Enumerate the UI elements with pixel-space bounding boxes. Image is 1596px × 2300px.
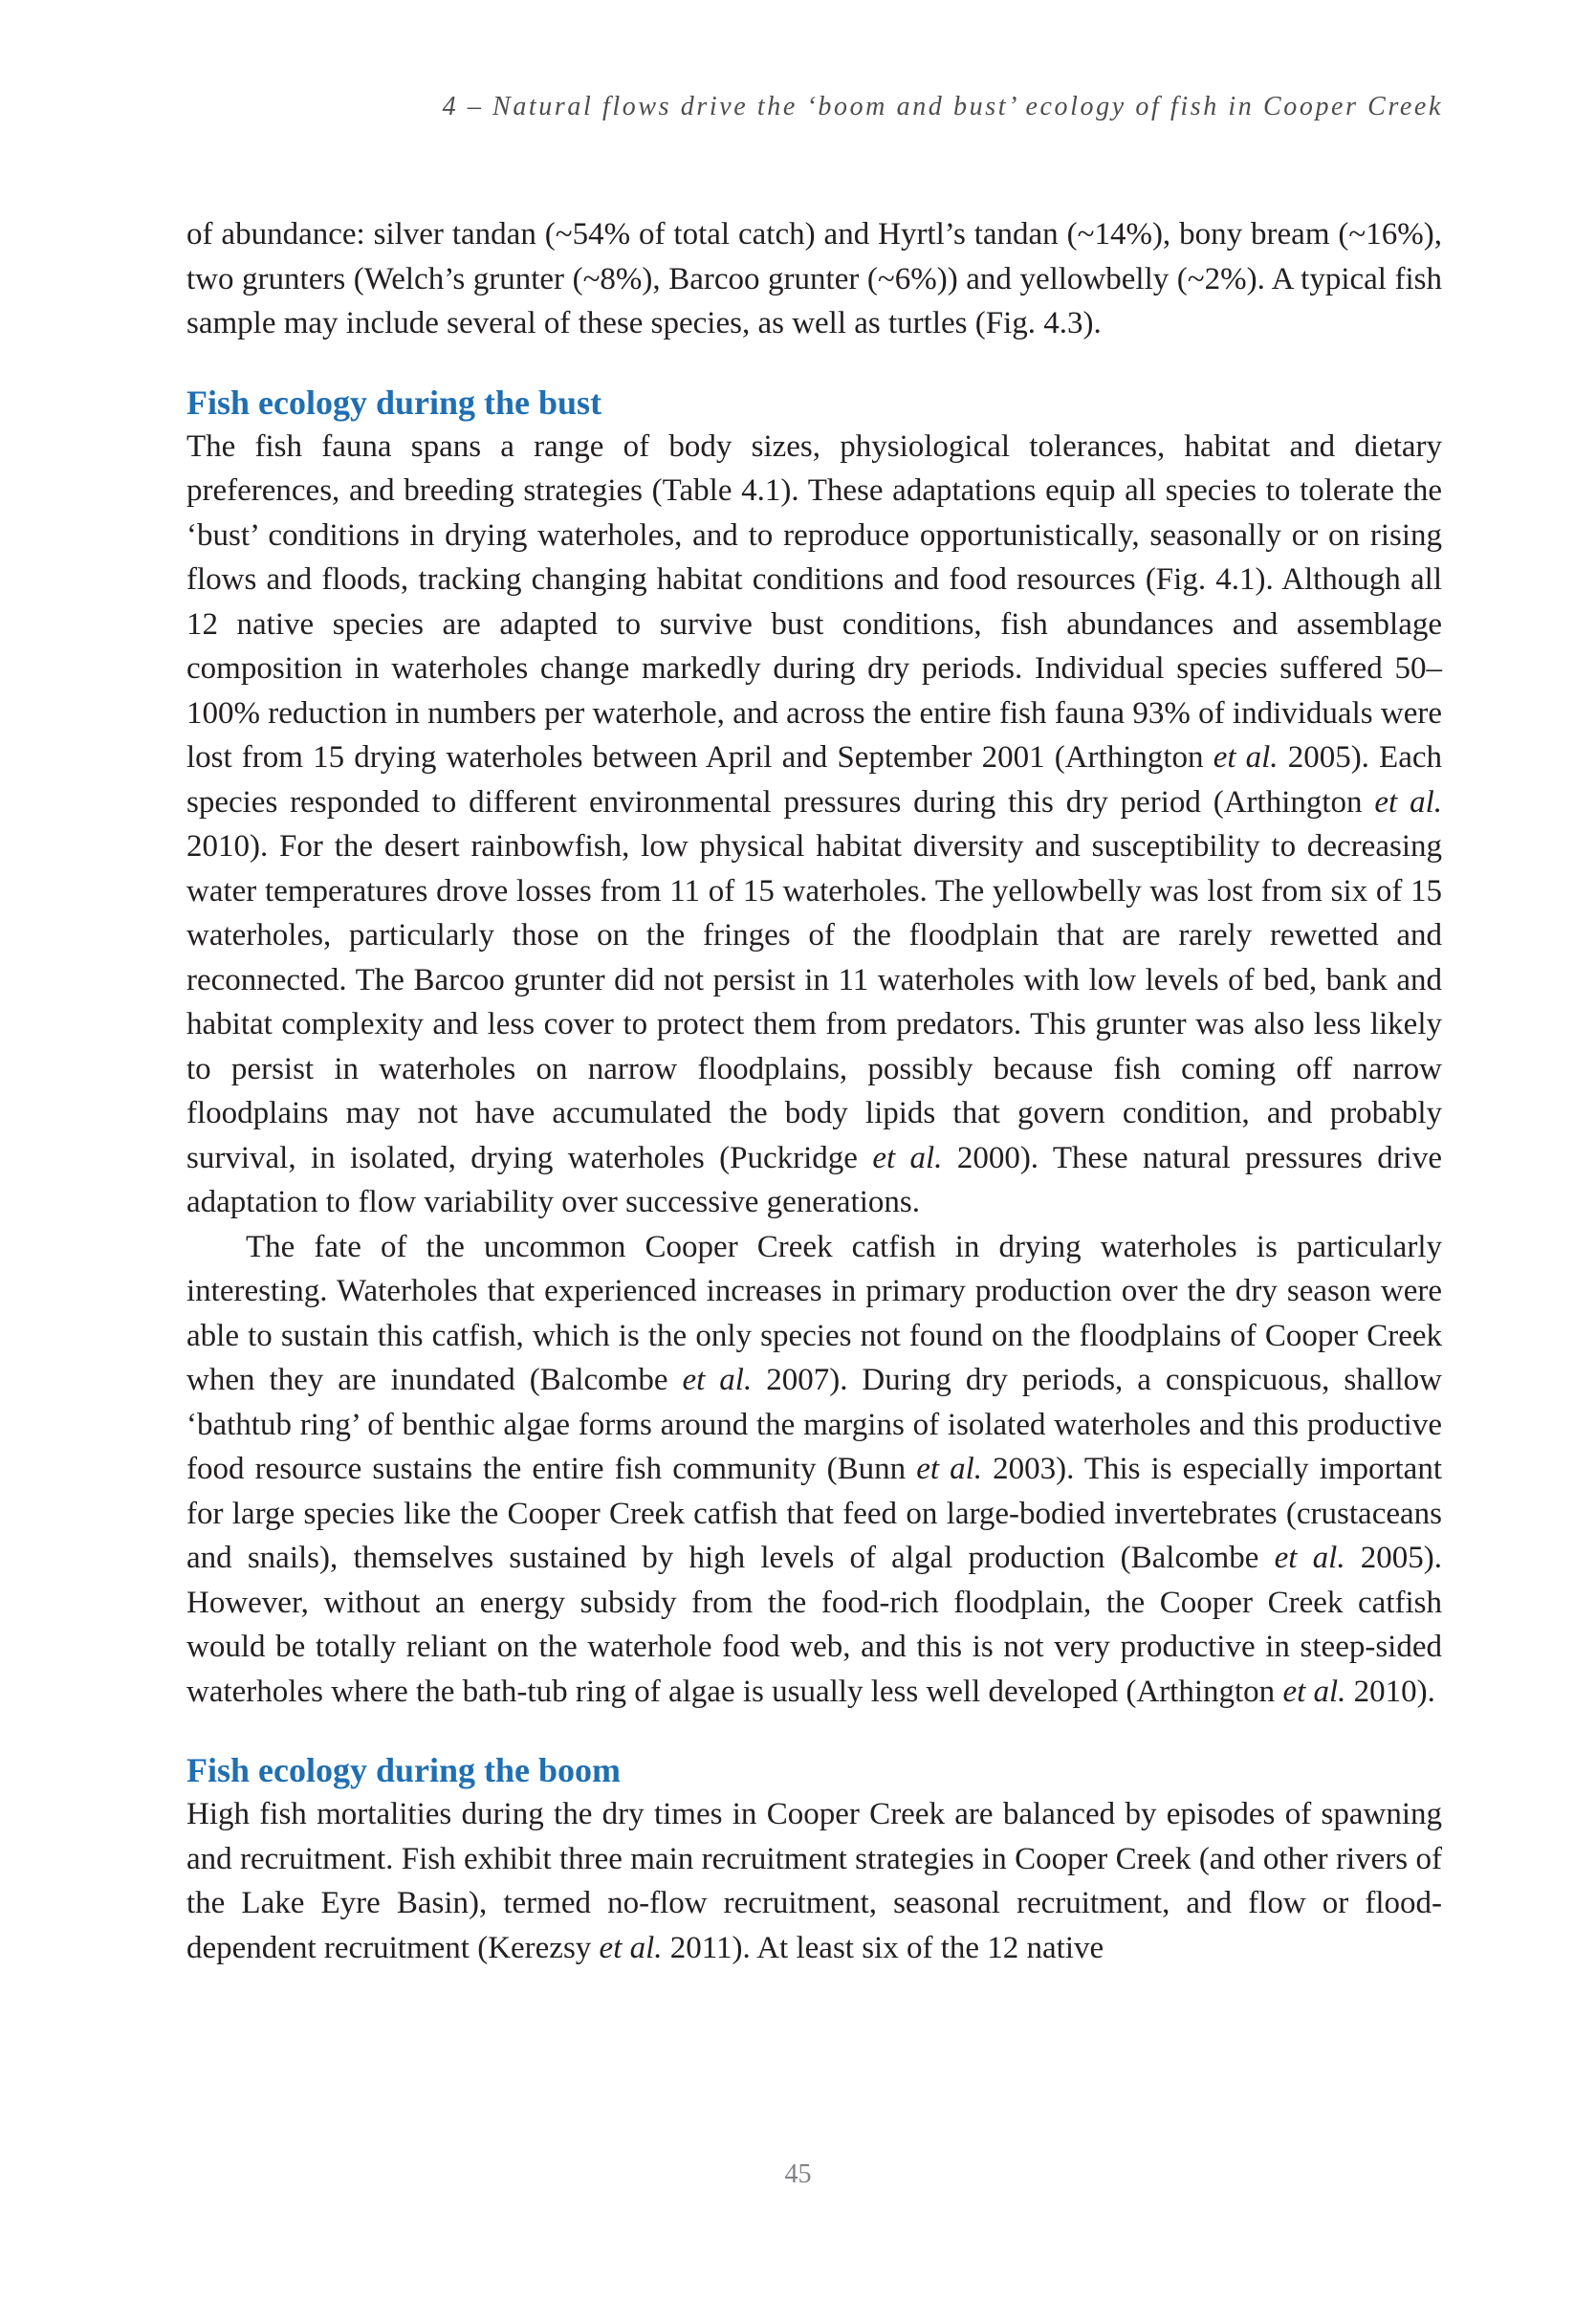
section-heading-boom: Fish ecology during the boom — [186, 1751, 622, 1789]
running-header: 4 – Natural flows drive the ‘boom and bust’ ecology of fish in Cooper Creek — [442, 92, 1443, 121]
bust-paragraph-2: The fate of the uncommon Cooper Creek catfish in drying waterholes is particularly interesting. Waterholes that experienced increases in primary production over the dry season were able to sustain this catfish, which is the only species not found on the floodplains of Cooper Creek when they are inundated (Balcombe et al. 2007). During dry periods, a conspicuous, shallow ‘bathtub ring’ of benthic algae forms around the margins of isolated waterholes and this productive food resource sustains the entire fish community (Bunn et al. 2003). This is especially important for large species like the Cooper Creek catfish that feed on large-bodied invertebrates (crustaceans and snails), themselves sustained by high levels of algal production (Balcombe et al. 2005). However, without an energy subsidy from the food-rich floodplain, the Cooper Creek catfish would be totally reliant on the waterhole food web, and this is not very productive in steep-sided waterholes where the bath-tub ring of algae is usually less well developed (Arthington et al. 2010). — [186, 1229, 1443, 1709]
intro-paragraph: of abundance: silver tandan (~54% of total catch) and Hyrtl’s tandan (~14%), bony bream (~16%), two grunters (Welch’s grunter (~8%), Barcoo grunter (~6%)) and yellowbelly (~2%). A typical fish sample may include several of these species, as well as turtles (Fig. 4.3). — [186, 217, 1442, 340]
section-heading-bust: Fish ecology during the bust — [186, 383, 602, 422]
main-text — [186, 212, 1442, 1970]
bust-paragraph-1: The fish fauna spans a range of body sizes, physiological tolerances, habitat and dietary preferences, and breeding strategies (Table 4.1). These adaptations equip all species to tolerate the ‘bust’ conditions in drying waterholes, and to reproduce opportunistically, seasonally or on rising flows and floods, tracking changing habitat conditions and food resources (Fig. 4.1). Although all 12 native species are adapted to survive bust conditions, fish abundances and assemblage composition in waterholes change markedly during dry periods. Individual species suffered 50–100% reduction in numbers per waterhole, and across the entire fish fauna 93% of individuals were lost from 15 drying waterholes between April and September 2001 (Arthington et al. 2005). Each species responded to different environmental pressures during this dry period (Arthington et al. 2010). For the desert rainbowfish, low physical habitat diversity and susceptibility to decreasing water temperatures drove losses from 11 of 15 waterholes. The yellowbelly was lost from six of 15 waterholes, particularly those on the fringes of the floodplain that are rarely rewetted and reconnected. The Barcoo grunter did not persist in 11 waterholes with low levels of bed, bank and habitat complexity and less cover to protect them from predators. This grunter was also less likely to persist in waterholes on narrow floodplains, possibly because fish coming off narrow floodplains may not have accumulated the body lipids that govern condition, and probably survival, in isolated, drying waterholes (Puckridge et al. 2000). These natural pressures drive adaptation to flow variability over successive generations. — [186, 428, 1443, 1219]
boom-paragraph-1: High fish mortalities during the dry times in Cooper Creek are balanced by episodes of spawning and recruitment. Fish exhibit three main recruitment strategies in Cooper Creek (and other rivers of the Lake Eyre Basin), termed no-flow recruitment, seasonal recruitment, and flow or flood-dependent recruitment (Kerezsy et al. 2011). At least six of the 12 native — [186, 1797, 1442, 1965]
page-number: 45 — [784, 2159, 812, 2189]
